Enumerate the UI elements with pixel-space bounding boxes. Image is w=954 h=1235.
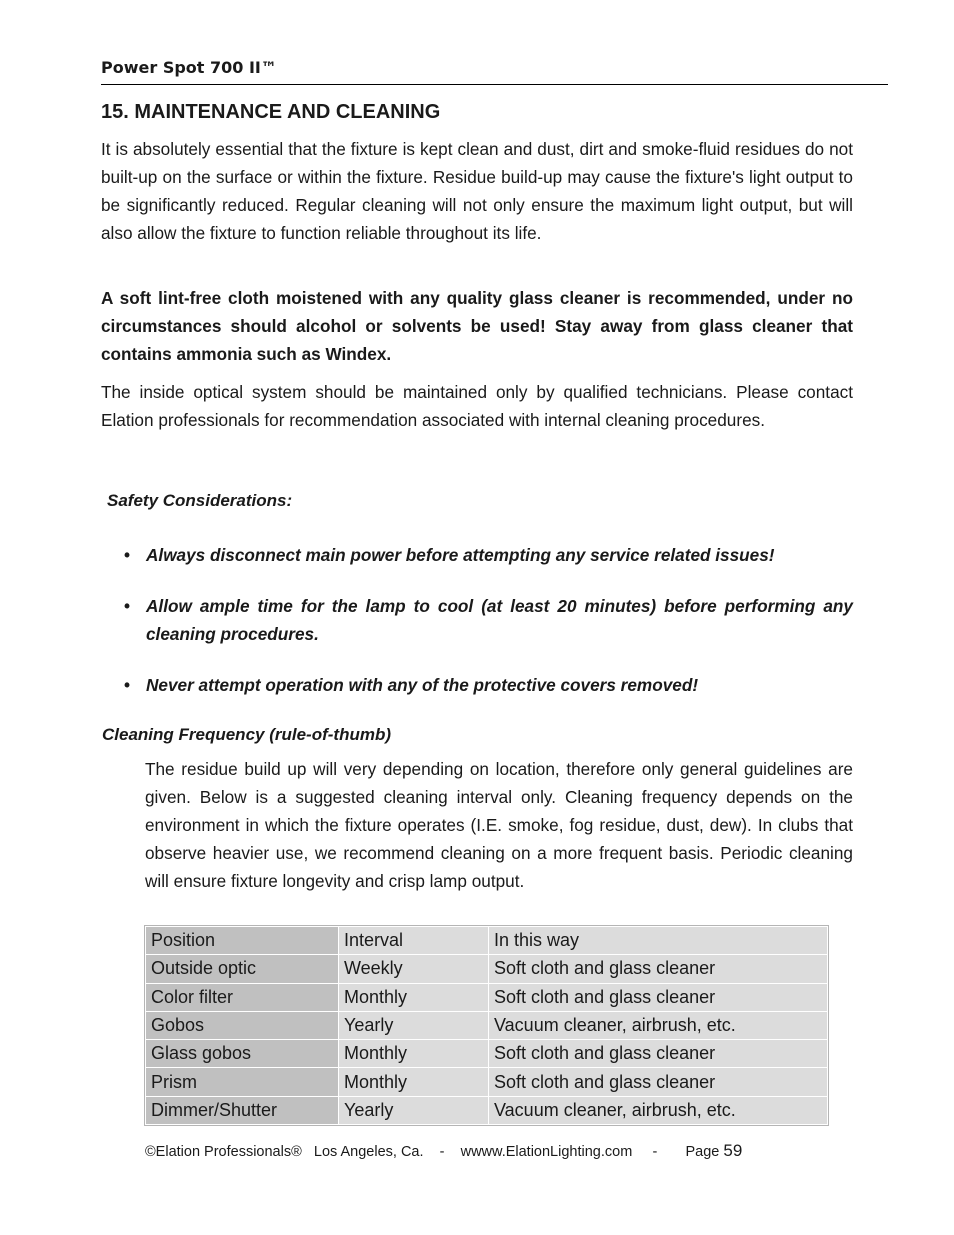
table-cell-interval: Monthly <box>339 1040 489 1068</box>
safety-bullet-text: Never attempt operation with any of the protective covers removed! <box>146 675 699 695</box>
table-cell-method: Vacuum cleaner, airbrush, etc. <box>489 1096 828 1124</box>
table-cell-method: Soft cloth and glass cleaner <box>489 955 828 983</box>
table-cell-method: Vacuum cleaner, airbrush, etc. <box>489 1011 828 1039</box>
table-row <box>146 955 828 983</box>
safety-bullet-text: Allow ample time for the lamp to cool (at least 20 minutes) before performing any cleaning procedures. <box>146 596 853 644</box>
table-cell-interval: Yearly <box>339 1011 489 1039</box>
table-header-cell: In this way <box>489 927 828 955</box>
table-cell-method: Soft cloth and glass cleaner <box>489 1040 828 1068</box>
table-header-cell: Interval <box>339 927 489 955</box>
table-header-row <box>146 927 828 955</box>
table-row <box>146 1011 828 1039</box>
footer-website-link[interactable]: wwww.ElationLighting.com <box>460 1144 633 1160</box>
maintenance-table <box>145 926 828 1125</box>
safety-heading: Safety Considerations: <box>107 491 293 510</box>
optical-system-paragraph: The inside optical system should be maintained only by qualified technicians. Please contact Elation professionals for recommendation associated with internal cleaning procedures. <box>101 382 853 430</box>
safety-bullet-1 <box>124 541 853 569</box>
table-row <box>146 1068 828 1096</box>
safety-bullet-text: Always disconnect main power before attempting any service related issues! <box>146 545 775 565</box>
cleaner-warning-paragraph: A soft lint-free cloth moistened with any quality glass cleaner is recommended, under no circumstances should alcohol or solvents be used! Stay away from glass cleaner that contains ammonia such as Windex. <box>101 288 853 364</box>
footer-page-number: 59 <box>723 1141 743 1160</box>
table-cell-interval: Weekly <box>339 955 489 983</box>
safety-bullet-2 <box>124 592 853 648</box>
table-cell-position: Glass gobos <box>146 1040 339 1068</box>
bullet-icon: • <box>124 596 131 616</box>
table-row <box>146 1096 828 1124</box>
table-cell-interval: Yearly <box>339 1096 489 1124</box>
table-cell-method: Soft cloth and glass cleaner <box>489 1068 828 1096</box>
table-cell-method: Soft cloth and glass cleaner <box>489 983 828 1011</box>
bullet-icon: • <box>124 675 131 695</box>
page-footer <box>145 1141 742 1161</box>
safety-bullet-3 <box>124 671 853 699</box>
table-cell-interval: Monthly <box>339 983 489 1011</box>
cleaning-frequency-heading: Cleaning Frequency (rule-of-thumb) <box>102 725 391 744</box>
cleaning-frequency-paragraph: The residue build up will very depending on location, therefore only general guidelines are given. Below is a suggested cleaning interval only. Cleaning frequency depends on the environment in which the fixture operates (I.E. smoke, fog residue, dust, dew). In clubs that observe heavier use, we recommend cleaning on a more frequent basis. Periodic cleaning will ensure fixture longevity and crisp lamp output. <box>145 759 853 891</box>
table-cell-position: Prism <box>146 1068 339 1096</box>
footer-location: Los Angeles, Ca. <box>313 1144 424 1160</box>
table-cell-position: Dimmer/Shutter <box>146 1096 339 1124</box>
header-divider <box>101 84 888 85</box>
table-cell-position: Outside optic <box>146 955 339 983</box>
footer-separator: - <box>652 1144 658 1160</box>
footer-copyright: ©Elation Professionals® <box>145 1144 302 1160</box>
table-cell-position: Gobos <box>146 1011 339 1039</box>
table-cell-position: Color filter <box>146 983 339 1011</box>
table-row <box>146 1040 828 1068</box>
table-header-cell: Position <box>146 927 339 955</box>
document-header-title: Power Spot 700 II™ <box>101 58 277 77</box>
table-cell-interval: Monthly <box>339 1068 489 1096</box>
table-row <box>146 983 828 1011</box>
intro-paragraph: It is absolutely essential that the fixture is kept clean and dust, dirt and smoke-fluid residues do not built-up on the surface or within the fixture. Residue build-up may cause the fixture's light output to be significantly reduced. Regular cleaning will not only ensure the maximum light output, but will also allow the fixture to function reliable throughout its life. <box>101 139 853 243</box>
section-title: 15. MAINTENANCE AND CLEANING <box>101 101 441 123</box>
footer-separator: - <box>439 1144 445 1160</box>
footer-page-label: Page <box>685 1144 720 1160</box>
bullet-icon: • <box>124 545 131 565</box>
